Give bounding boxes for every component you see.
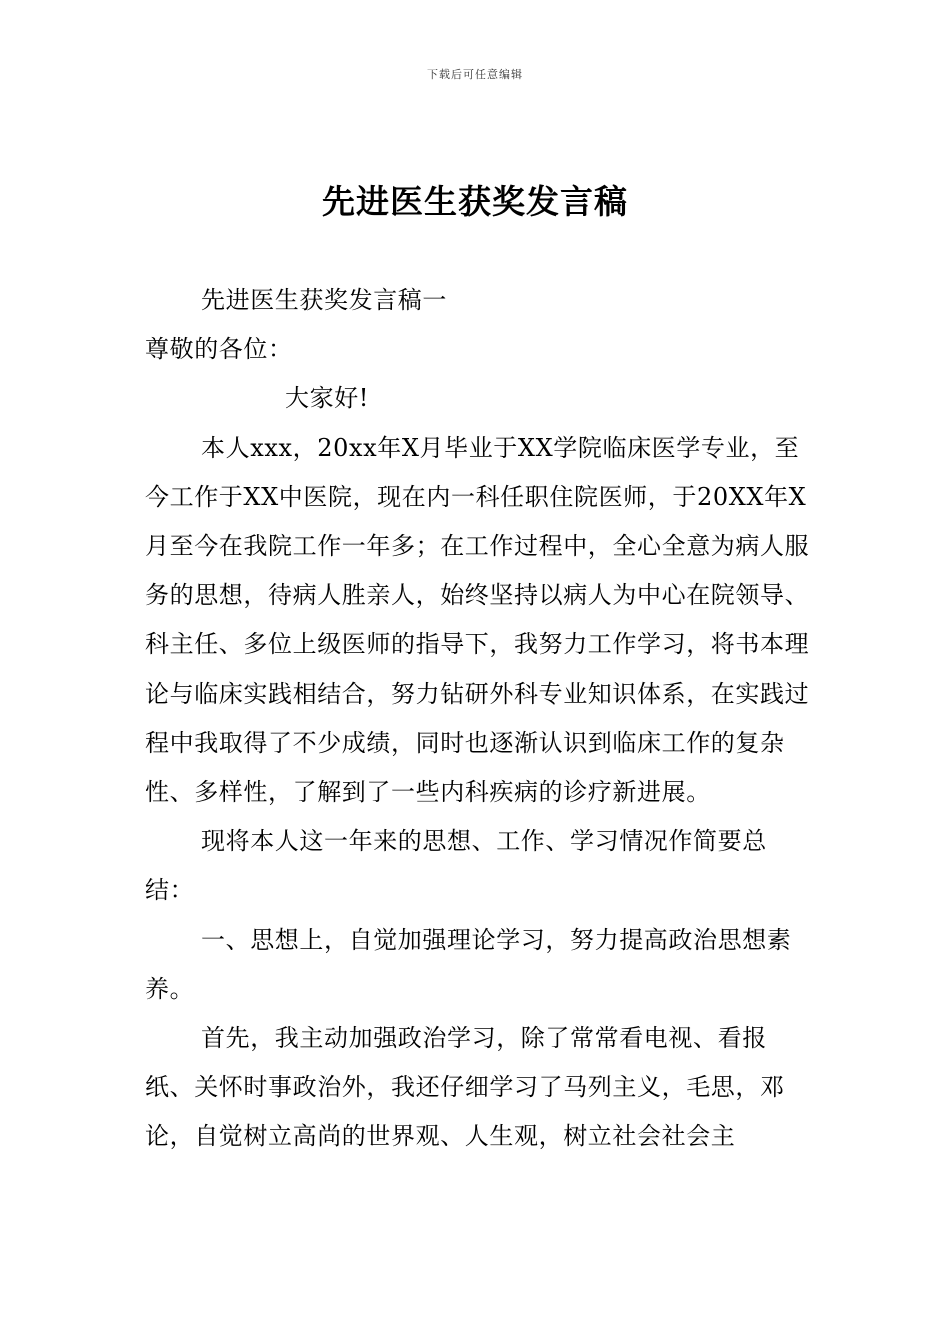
document-title: 先进医生获奖发言稿 [322,182,628,221]
paragraph-political-study: 首先，我主动加强政治学习，除了常常看电视、看报纸、关怀时事政治外，我还仔细学习了马列主义，毛思，邓论，自觉树立高尚的世界观、人生观，树立社会社会主 [145,1024,785,1151]
document-subtitle: 先进医生获奖发言稿一 [201,286,447,314]
salutation: 尊敬的各位： [145,335,293,364]
paragraph-intro: 本人xxx，20xx年X月毕业于XX学院临床医学专业，至今工作于XX中医院，现在内一科任职住院医师，于20XX年X月至今在我院工作一年多；在工作过程中，全心全意为病人服务的思想，待病人胜亲人，始终坚持以病人为中心在院领导、科主任、多位上级医师的指导下，我努力工作学习，将书本理论与临床实践相结合，努力钻研外科专业知识体系，在实践过程中我取得了不少成绩，同时也逐渐认识到临床工作的复杂性、多样性，了解到了一些内科疾病的诊疗新进展。 [145,433,810,807]
header-note: 下载后可任意编辑 [427,68,523,81]
document-body [145,276,810,1162]
section-heading-1: 一、思想上，自觉加强理论学习，努力提高政治思想素养。 [145,925,792,1003]
paragraph-summary-lead: 现将本人这一年来的思想、工作、学习情况作简要总结： [145,827,767,905]
greeting: 大家好! [285,384,370,413]
